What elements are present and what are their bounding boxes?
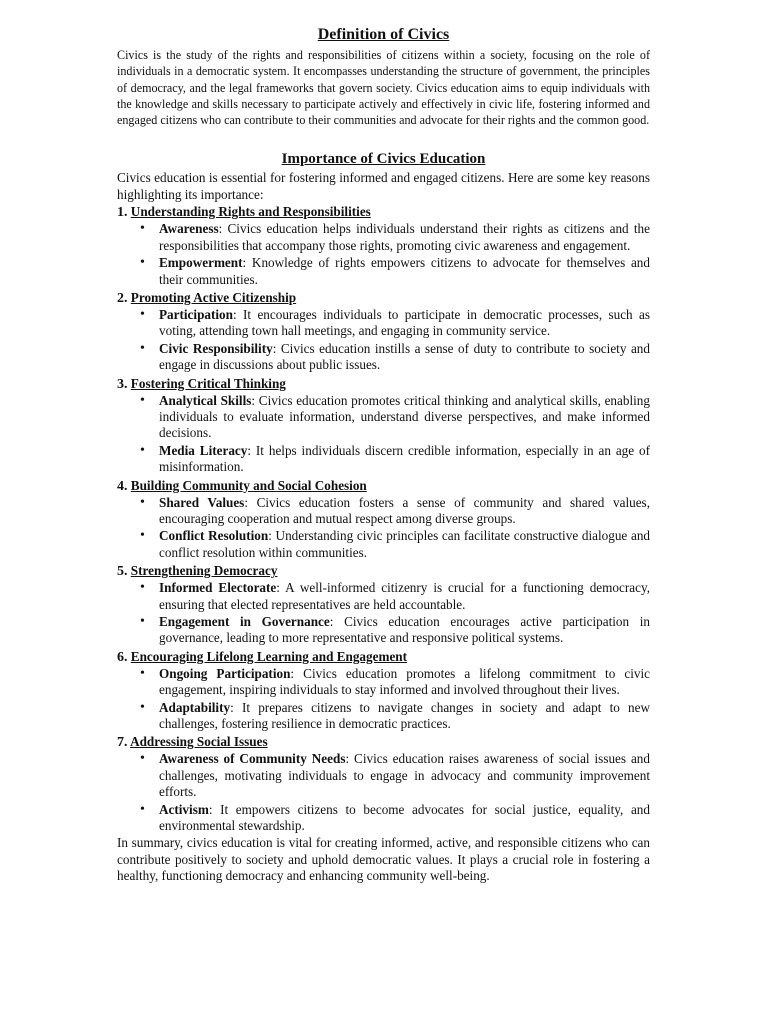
section-heading — [117, 203, 650, 221]
list-item — [159, 255, 650, 288]
bullet-list — [117, 580, 650, 647]
section-title: Addressing Social Issues — [130, 734, 268, 750]
item-text: : Civics education promotes a lifelong commitment to civic engagement, inspiring individuals to stay informed and involved throughout their lives. — [159, 665, 651, 698]
item-term: Adaptability — [159, 699, 231, 715]
item-term: Activism — [159, 801, 209, 817]
item-text: : Knowledge of rights empowers citizens to advocate for themselves and their communities. — [159, 255, 650, 287]
item-term: Engagement in Governance — [159, 614, 330, 630]
bullet-list — [117, 393, 650, 476]
list-item — [159, 751, 650, 800]
section-number: 1. — [117, 205, 128, 221]
section-title: Understanding Rights and Responsibilities — [130, 204, 371, 220]
list-item — [159, 495, 650, 528]
section-number: 4. — [117, 478, 128, 494]
section — [117, 203, 650, 288]
item-text: : Civics education instills a sense of duty to contribute to society and engage in discussions about public issues. — [159, 340, 650, 373]
item-text: : Civics education helps individuals understand their rights as citizens and the responsibilities that accompany those rights, promoting civic awareness and engagement. — [159, 221, 650, 253]
section-heading — [117, 375, 650, 393]
item-term: Ongoing Participation — [159, 665, 291, 681]
section — [117, 733, 650, 834]
section — [117, 648, 650, 733]
summary-paragraph: In summary, civics education is vital for creating informed, active, and responsible citizens who can contribute positively to society and uphold democratic values. It plays a crucial role in fostering a healthy, functioning democracy and enhancing community well-being. — [117, 835, 650, 884]
item-term: Civic Responsibility — [159, 340, 273, 356]
list-item — [159, 393, 650, 442]
section-title: Fostering Critical Thinking — [130, 375, 286, 391]
item-term: Awareness of Community Needs — [159, 751, 346, 767]
section-title: Encouraging Lifelong Learning and Engagement — [130, 648, 408, 664]
importance-title: Importance of Civics Education — [281, 151, 486, 168]
definition-paragraph: Civics is the study of the rights and responsibilities of citizens within a society, focusing on the role of individuals in a democratic system. It encompasses understanding the structure of government, the principles of democracy, and the legal frameworks that govern society. Civics education aims to equip individuals with the knowledge and skills necessary to participate actively and effectively in civic life, fostering informed and engaged citizens who can contribute to their communities and advocate for their rights and the common good. — [117, 48, 650, 128]
section — [117, 562, 650, 647]
item-term: Media Literacy — [159, 442, 248, 458]
item-text: : It encourages individuals to participate in democratic processes, such as voting, attending town hall meetings, and engaging in community service. — [159, 306, 650, 339]
list-item — [159, 307, 650, 340]
section — [117, 375, 650, 476]
bullet-list — [117, 751, 650, 834]
item-term: Informed Electorate — [159, 580, 277, 596]
item-term: Participation — [159, 306, 233, 322]
list-item — [159, 341, 650, 374]
section-heading — [117, 289, 650, 307]
list-item — [159, 666, 650, 699]
item-text: : Civics education encourages active participation in governance, leading to more representative and responsive political systems. — [159, 614, 651, 646]
section — [117, 477, 650, 562]
list-item — [159, 802, 650, 835]
list-item — [159, 221, 650, 254]
section-heading — [117, 477, 650, 495]
item-text: : Civics education fosters a sense of community and shared values, encouraging cooperation and mutual respect among diverse groups. — [159, 494, 650, 526]
list-item — [159, 528, 650, 561]
section-number: 3. — [117, 376, 128, 392]
bullet-list — [117, 307, 650, 374]
section-number: 7. — [117, 735, 128, 751]
list-item — [159, 580, 650, 613]
bullet-list — [117, 666, 650, 733]
item-term: Awareness — [159, 221, 219, 237]
importance-intro: Civics education is essential for fostering informed and engaged citizens. Here are some key reasons highlighting its importance: — [117, 170, 650, 202]
definition-title: Definition of Civics — [317, 26, 450, 43]
item-text: : It helps individuals discern credible information, especially in an age of misinformation. — [159, 442, 650, 475]
item-term: Analytical Skills — [159, 392, 252, 408]
bullet-list — [117, 221, 650, 288]
section-number: 5. — [117, 564, 128, 580]
section-number: 6. — [117, 649, 128, 665]
item-text: : It prepares citizens to navigate changes in society and adapt to new challenges, fostering resilience in democratic practices. — [159, 699, 650, 732]
bullet-list — [117, 495, 650, 562]
section-title: Strengthening Democracy — [130, 563, 278, 579]
section-heading — [117, 733, 650, 751]
list-item — [159, 700, 650, 733]
item-text: : A well-informed citizenry is crucial for a functioning democracy, ensuring that elected representatives are held accountable. — [159, 580, 650, 612]
item-term: Shared Values — [159, 494, 245, 510]
item-text: : Civics education raises awareness of social issues and challenges, motivating individuals to engage in advocacy and community improvement efforts. — [159, 751, 650, 800]
item-text: : Understanding civic principles can facilitate constructive dialogue and conflict resolution within communities. — [159, 528, 651, 560]
section-heading — [117, 648, 650, 666]
list-item — [159, 443, 650, 476]
document-page — [117, 24, 650, 885]
item-term: Empowerment — [159, 255, 243, 271]
list-item — [159, 614, 650, 647]
item-text: : Civics education promotes critical thinking and analytical skills, enabling individuals to evaluate information, understand diverse perspectives, and make informed decisions. — [159, 392, 650, 441]
section-heading — [117, 562, 650, 580]
section — [117, 289, 650, 374]
item-term: Conflict Resolution — [159, 528, 269, 544]
item-text: : It empowers citizens to become advocates for social justice, equality, and environmental stewardship. — [159, 801, 650, 834]
sections-list — [117, 203, 650, 834]
section-number: 2. — [117, 290, 128, 306]
section-title: Building Community and Social Cohesion — [130, 477, 367, 493]
section-title: Promoting Active Citizenship — [130, 289, 297, 305]
